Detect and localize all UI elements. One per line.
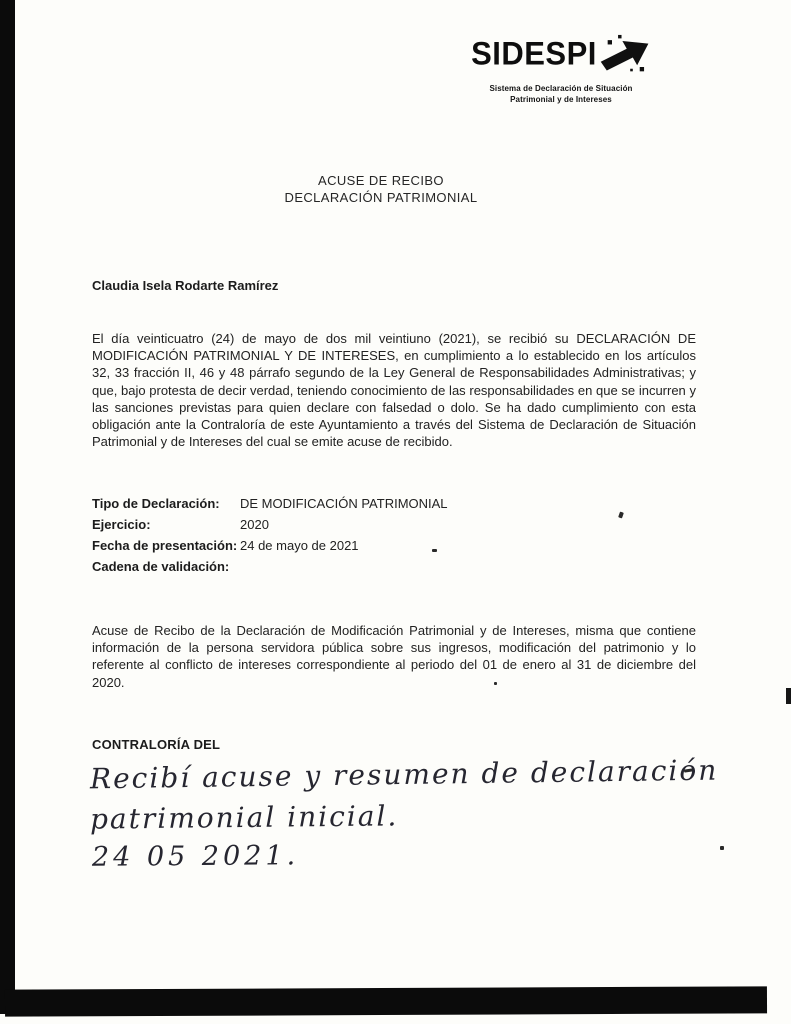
field-row-ejercicio xyxy=(92,517,696,538)
field-label: Ejercicio: xyxy=(92,517,151,532)
field-value: DE MODIFICACIÓN PATRIMONIAL xyxy=(240,496,448,511)
contraloria-heading: CONTRALORÍA DEL xyxy=(92,737,221,752)
field-label: Tipo de Declaración: xyxy=(92,496,220,511)
field-value: 2020 xyxy=(240,517,269,532)
field-row-fecha-presentacion xyxy=(92,538,696,559)
handwritten-note-line3: 24 05 2021. xyxy=(91,840,300,873)
document-title-line1: ACUSE DE RECIBO xyxy=(318,173,444,188)
sidespi-tagline-line2: Patrimonial y de Intereses xyxy=(510,94,612,104)
declaration-fields xyxy=(92,496,696,580)
sidespi-logo xyxy=(468,35,654,106)
document-title-line2: DECLARACIÓN PATRIMONIAL xyxy=(284,190,478,205)
body-paragraph: El día veinticuatro (24) de mayo de dos mil veintiuno (2021), se recibió su DECLARACIÓN DE MODIFICACIÓN PATRIMONIAL Y DE INTERESES, en cumplimiento a lo establecido en los artículos 32, 33 fracción II, 46 y 48 párrafo segundo de la Ley General de Responsabilidades Administrativas; y que, bajo protesta de decir verdad, teniendo conocimiento de las responsabilidades en que se incurren y las sanciones previstas para quien declare con falsedad o dolo. Se ha dado cumplimiento con esta obligación ante la Contraloría de este Ayuntamiento a través del Sistema de Declaración de Situación Patrimonial y de Intereses del cual se emite acuse de recibido. xyxy=(92,331,696,450)
document-title xyxy=(0,172,762,206)
field-row-cadena-validacion xyxy=(92,559,696,580)
scan-edge-left xyxy=(0,0,15,1014)
scan-speck xyxy=(720,846,724,850)
field-value: 24 de mayo de 2021 xyxy=(240,538,359,553)
recipient-name: Claudia Isela Rodarte Ramírez xyxy=(92,278,279,293)
field-label: Cadena de validación: xyxy=(92,559,230,574)
sidespi-tagline xyxy=(468,84,654,106)
handwritten-note-line1: Recibí acuse y resumen de declaración xyxy=(89,753,719,796)
sidespi-tagline-line1: Sistema de Declaración de Situación xyxy=(489,84,633,93)
sidespi-arrow-icon xyxy=(599,34,651,79)
scan-edge-right-mark xyxy=(786,688,791,704)
field-label: Fecha de presentación: xyxy=(92,538,238,553)
sidespi-logo-text: SIDESPI xyxy=(471,35,597,72)
summary-paragraph: Acuse de Recibo de la Declaración de Modificación Patrimonial y de Intereses, misma que contiene información de la persona servidora pública sobre sus ingresos, modificación del patrimonio y lo referente al conflicto de intereses correspondiente al periodo del 01 de enero al 31 de diciembre del 2020. xyxy=(92,623,696,690)
scan-edge-bottom xyxy=(5,986,767,1016)
field-row-tipo-declaracion xyxy=(92,496,696,517)
handwritten-note-line2: patrimonial inicial. xyxy=(89,799,399,836)
